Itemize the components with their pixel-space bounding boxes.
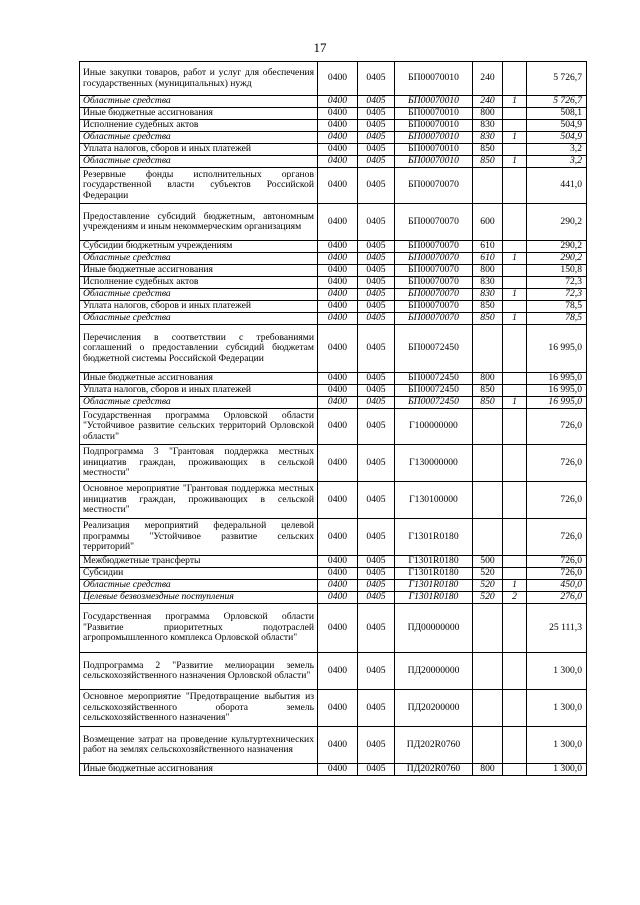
cell-name: Субсидии бюджетным учреждениям xyxy=(80,241,318,253)
cell-source xyxy=(503,604,527,653)
cell-name: Основное мероприятие "Предотвращение выбытия из сельскохозяйственного оборота земель сельскохозяйственного назначения" xyxy=(80,690,318,727)
cell-name: Областные средства xyxy=(80,289,318,301)
cell-target-article: БП00070070 xyxy=(395,168,473,204)
cell-amount: 3,2 xyxy=(527,156,587,168)
cell-section: 0400 xyxy=(318,482,358,519)
cell-name: Областные средства xyxy=(80,397,318,409)
cell-target-article: БП00070070 xyxy=(395,277,473,289)
cell-source xyxy=(503,568,527,580)
cell-subsection: 0405 xyxy=(358,397,395,409)
cell-expense-type: 600 xyxy=(473,204,503,241)
table-row xyxy=(80,132,587,144)
cell-section: 0400 xyxy=(318,580,358,592)
cell-expense-type: 800 xyxy=(473,108,503,120)
cell-expense-type: 830 xyxy=(473,132,503,144)
table-row xyxy=(80,727,587,764)
cell-section: 0400 xyxy=(318,519,358,556)
cell-section: 0400 xyxy=(318,277,358,289)
table-row xyxy=(80,373,587,385)
table-row xyxy=(80,313,587,325)
cell-name: Иные бюджетные ассигнования xyxy=(80,265,318,277)
cell-target-article: БП00070070 xyxy=(395,253,473,265)
cell-subsection: 0405 xyxy=(358,289,395,301)
cell-subsection: 0405 xyxy=(358,144,395,156)
cell-section: 0400 xyxy=(318,445,358,482)
cell-target-article: Г130100000 xyxy=(395,482,473,519)
cell-expense-type: 610 xyxy=(473,253,503,265)
cell-name: Перечисления в соответствии с требованиями соглашений о предоставлении субсидий бюджетам бюджетной системы Российской Федерации xyxy=(80,325,318,373)
cell-name: Иные закупки товаров, работ и услуг для обеспечения государственных (муниципальных) нужд xyxy=(80,62,318,96)
cell-section: 0400 xyxy=(318,409,358,445)
table-row xyxy=(80,289,587,301)
cell-target-article: ПД00000000 xyxy=(395,604,473,653)
cell-source: 1 xyxy=(503,253,527,265)
table-row xyxy=(80,62,587,96)
cell-section: 0400 xyxy=(318,385,358,397)
cell-amount: 726,0 xyxy=(527,445,587,482)
cell-target-article: БП00070010 xyxy=(395,96,473,108)
cell-subsection: 0405 xyxy=(358,556,395,568)
cell-expense-type: 850 xyxy=(473,144,503,156)
cell-expense-type xyxy=(473,409,503,445)
cell-subsection: 0405 xyxy=(358,132,395,144)
cell-source: 1 xyxy=(503,289,527,301)
cell-section: 0400 xyxy=(318,253,358,265)
cell-section: 0400 xyxy=(318,120,358,132)
cell-section: 0400 xyxy=(318,604,358,653)
cell-section: 0400 xyxy=(318,96,358,108)
cell-target-article: Г1301R0180 xyxy=(395,592,473,604)
cell-subsection: 0405 xyxy=(358,690,395,727)
cell-source: 1 xyxy=(503,96,527,108)
cell-subsection: 0405 xyxy=(358,568,395,580)
table-row xyxy=(80,409,587,445)
cell-expense-type xyxy=(473,168,503,204)
cell-section: 0400 xyxy=(318,568,358,580)
cell-source: 1 xyxy=(503,397,527,409)
table-row xyxy=(80,168,587,204)
cell-section: 0400 xyxy=(318,764,358,776)
cell-amount: 504,9 xyxy=(527,132,587,144)
cell-target-article: БП00070010 xyxy=(395,156,473,168)
cell-expense-type: 520 xyxy=(473,568,503,580)
cell-source xyxy=(503,556,527,568)
cell-target-article: БП00070010 xyxy=(395,120,473,132)
cell-name: Целевые безвозмездные поступления xyxy=(80,592,318,604)
cell-source xyxy=(503,108,527,120)
cell-name: Реализация мероприятий федеральной целевой программы "Устойчивое развитие сельских территорий" xyxy=(80,519,318,556)
cell-section: 0400 xyxy=(318,397,358,409)
cell-name: Уплата налогов, сборов и иных платежей xyxy=(80,301,318,313)
cell-amount: 726,0 xyxy=(527,568,587,580)
table-row xyxy=(80,580,587,592)
table-row xyxy=(80,325,587,373)
cell-amount: 16 995,0 xyxy=(527,385,587,397)
cell-amount: 3,2 xyxy=(527,144,587,156)
cell-amount: 726,0 xyxy=(527,409,587,445)
cell-subsection: 0405 xyxy=(358,727,395,764)
cell-amount: 5 726,7 xyxy=(527,96,587,108)
cell-section: 0400 xyxy=(318,62,358,96)
cell-target-article: БП00070070 xyxy=(395,204,473,241)
cell-section: 0400 xyxy=(318,108,358,120)
table-row xyxy=(80,445,587,482)
cell-section: 0400 xyxy=(318,156,358,168)
cell-expense-type xyxy=(473,482,503,519)
cell-subsection: 0405 xyxy=(358,96,395,108)
cell-source xyxy=(503,373,527,385)
cell-section: 0400 xyxy=(318,168,358,204)
cell-source xyxy=(503,727,527,764)
table-row xyxy=(80,690,587,727)
cell-source xyxy=(503,301,527,313)
cell-subsection: 0405 xyxy=(358,653,395,690)
table-row xyxy=(80,301,587,313)
table-row xyxy=(80,265,587,277)
cell-name: Подпрограмма 3 "Грантовая поддержка местных инициатив граждан, проживающих в сельской местности" xyxy=(80,445,318,482)
cell-subsection: 0405 xyxy=(358,325,395,373)
cell-source xyxy=(503,144,527,156)
table-row xyxy=(80,156,587,168)
table-row xyxy=(80,653,587,690)
cell-source xyxy=(503,62,527,96)
cell-amount: 508,1 xyxy=(527,108,587,120)
cell-expense-type: 500 xyxy=(473,556,503,568)
cell-source xyxy=(503,325,527,373)
cell-amount: 290,2 xyxy=(527,241,587,253)
cell-subsection: 0405 xyxy=(358,108,395,120)
cell-amount: 276,0 xyxy=(527,592,587,604)
table-row xyxy=(80,241,587,253)
cell-name: Областные средства xyxy=(80,313,318,325)
cell-target-article: Г100000000 xyxy=(395,409,473,445)
cell-expense-type xyxy=(473,604,503,653)
cell-amount: 1 300,0 xyxy=(527,653,587,690)
cell-subsection: 0405 xyxy=(358,580,395,592)
table-row xyxy=(80,519,587,556)
cell-source xyxy=(503,764,527,776)
cell-amount: 150,8 xyxy=(527,265,587,277)
table-row xyxy=(80,604,587,653)
cell-subsection: 0405 xyxy=(358,156,395,168)
cell-source xyxy=(503,519,527,556)
cell-expense-type: 520 xyxy=(473,592,503,604)
cell-target-article: ПД20000000 xyxy=(395,653,473,690)
cell-source xyxy=(503,409,527,445)
cell-expense-type: 800 xyxy=(473,373,503,385)
cell-source xyxy=(503,690,527,727)
cell-target-article: Г1301R0180 xyxy=(395,580,473,592)
cell-name: Иные бюджетные ассигнования xyxy=(80,764,318,776)
cell-section: 0400 xyxy=(318,241,358,253)
cell-name: Областные средства xyxy=(80,580,318,592)
cell-expense-type: 850 xyxy=(473,397,503,409)
cell-source xyxy=(503,265,527,277)
cell-target-article: БП00070070 xyxy=(395,265,473,277)
cell-target-article: БП00070070 xyxy=(395,241,473,253)
cell-source xyxy=(503,385,527,397)
cell-subsection: 0405 xyxy=(358,313,395,325)
cell-subsection: 0405 xyxy=(358,604,395,653)
cell-expense-type: 830 xyxy=(473,120,503,132)
cell-expense-type xyxy=(473,325,503,373)
table-row xyxy=(80,482,587,519)
cell-target-article: БП00072450 xyxy=(395,325,473,373)
table-row xyxy=(80,592,587,604)
table-row xyxy=(80,120,587,132)
cell-target-article: ПД20200000 xyxy=(395,690,473,727)
cell-expense-type: 610 xyxy=(473,241,503,253)
cell-amount: 441,0 xyxy=(527,168,587,204)
cell-name: Подпрограмма 2 "Развитие мелиорации земель сельскохозяйственного назначения Орловской области" xyxy=(80,653,318,690)
cell-expense-type: 240 xyxy=(473,62,503,96)
cell-name: Государственная программа Орловской области "Развитие приоритетных подотраслей агропромышленного комплекса Орловской области" xyxy=(80,604,318,653)
cell-source: 1 xyxy=(503,132,527,144)
cell-source: 2 xyxy=(503,592,527,604)
cell-section: 0400 xyxy=(318,653,358,690)
cell-subsection: 0405 xyxy=(358,204,395,241)
cell-section: 0400 xyxy=(318,289,358,301)
cell-name: Областные средства xyxy=(80,96,318,108)
table-row xyxy=(80,277,587,289)
cell-subsection: 0405 xyxy=(358,62,395,96)
cell-amount: 16 995,0 xyxy=(527,373,587,385)
cell-section: 0400 xyxy=(318,373,358,385)
cell-target-article: ПД202R0760 xyxy=(395,764,473,776)
cell-subsection: 0405 xyxy=(358,519,395,556)
cell-section: 0400 xyxy=(318,313,358,325)
cell-expense-type: 800 xyxy=(473,265,503,277)
table-row xyxy=(80,568,587,580)
cell-target-article: БП00072450 xyxy=(395,373,473,385)
cell-expense-type: 850 xyxy=(473,313,503,325)
cell-expense-type xyxy=(473,727,503,764)
cell-amount: 78,5 xyxy=(527,301,587,313)
cell-amount: 450,0 xyxy=(527,580,587,592)
cell-name: Основное мероприятие "Грантовая поддержка местных инициатив граждан, проживающих в сельской местности" xyxy=(80,482,318,519)
cell-name: Резервные фонды исполнительных органов государственной власти субъектов Российской Федерации xyxy=(80,168,318,204)
cell-source xyxy=(503,482,527,519)
table-row xyxy=(80,144,587,156)
page-number: 17 xyxy=(313,40,327,55)
cell-target-article: Г1301R0180 xyxy=(395,556,473,568)
table-row xyxy=(80,556,587,568)
cell-name: Областные средства xyxy=(80,156,318,168)
table-row xyxy=(80,96,587,108)
cell-subsection: 0405 xyxy=(358,277,395,289)
cell-source xyxy=(503,168,527,204)
cell-expense-type: 830 xyxy=(473,289,503,301)
cell-name: Субсидии xyxy=(80,568,318,580)
cell-name: Областные средства xyxy=(80,253,318,265)
cell-amount: 290,2 xyxy=(527,204,587,241)
cell-name: Исполнение судебных актов xyxy=(80,120,318,132)
cell-target-article: Г1301R0180 xyxy=(395,519,473,556)
cell-amount: 1 300,0 xyxy=(527,690,587,727)
cell-target-article: БП00070010 xyxy=(395,108,473,120)
cell-amount: 726,0 xyxy=(527,482,587,519)
cell-amount: 16 995,0 xyxy=(527,397,587,409)
cell-subsection: 0405 xyxy=(358,120,395,132)
cell-expense-type xyxy=(473,445,503,482)
cell-target-article: БП00070010 xyxy=(395,62,473,96)
cell-subsection: 0405 xyxy=(358,764,395,776)
cell-subsection: 0405 xyxy=(358,445,395,482)
cell-amount: 72,3 xyxy=(527,289,587,301)
table-row xyxy=(80,764,587,776)
cell-section: 0400 xyxy=(318,265,358,277)
cell-section: 0400 xyxy=(318,144,358,156)
cell-name: Иные бюджетные ассигнования xyxy=(80,108,318,120)
cell-section: 0400 xyxy=(318,132,358,144)
cell-target-article: БП00072450 xyxy=(395,397,473,409)
cell-amount: 72,3 xyxy=(527,277,587,289)
cell-amount: 726,0 xyxy=(527,556,587,568)
cell-expense-type xyxy=(473,653,503,690)
cell-subsection: 0405 xyxy=(358,241,395,253)
table-row xyxy=(80,204,587,241)
cell-subsection: 0405 xyxy=(358,482,395,519)
cell-target-article: ПД202R0760 xyxy=(395,727,473,764)
cell-source: 1 xyxy=(503,313,527,325)
cell-target-article: БП00070070 xyxy=(395,301,473,313)
cell-section: 0400 xyxy=(318,204,358,241)
cell-name: Уплата налогов, сборов и иных платежей xyxy=(80,144,318,156)
cell-amount: 25 111,3 xyxy=(527,604,587,653)
cell-amount: 5 726,7 xyxy=(527,62,587,96)
cell-target-article: БП00070010 xyxy=(395,144,473,156)
cell-expense-type: 800 xyxy=(473,764,503,776)
cell-source xyxy=(503,120,527,132)
cell-name: Межбюджетные трансферты xyxy=(80,556,318,568)
table-row xyxy=(80,108,587,120)
budget-table xyxy=(79,61,587,776)
cell-source xyxy=(503,241,527,253)
cell-source: 1 xyxy=(503,156,527,168)
cell-name: Возмещение затрат на проведение культуртехнических работ на землях сельскохозяйственного назначения xyxy=(80,727,318,764)
cell-section: 0400 xyxy=(318,556,358,568)
cell-source: 1 xyxy=(503,580,527,592)
cell-amount: 16 995,0 xyxy=(527,325,587,373)
cell-section: 0400 xyxy=(318,325,358,373)
cell-amount: 726,0 xyxy=(527,519,587,556)
cell-section: 0400 xyxy=(318,690,358,727)
cell-name: Уплата налогов, сборов и иных платежей xyxy=(80,385,318,397)
cell-expense-type: 520 xyxy=(473,580,503,592)
cell-target-article: БП00070010 xyxy=(395,132,473,144)
cell-target-article: Г130000000 xyxy=(395,445,473,482)
cell-expense-type: 830 xyxy=(473,277,503,289)
cell-target-article: БП00070070 xyxy=(395,313,473,325)
cell-subsection: 0405 xyxy=(358,385,395,397)
cell-section: 0400 xyxy=(318,592,358,604)
cell-expense-type: 850 xyxy=(473,301,503,313)
cell-expense-type xyxy=(473,690,503,727)
cell-name: Государственная программа Орловской области "Устойчивое развитие сельских территорий Орловской области" xyxy=(80,409,318,445)
cell-subsection: 0405 xyxy=(358,592,395,604)
cell-name: Областные средства xyxy=(80,132,318,144)
cell-expense-type xyxy=(473,519,503,556)
cell-amount: 1 300,0 xyxy=(527,727,587,764)
table-row xyxy=(80,253,587,265)
cell-target-article: БП00070070 xyxy=(395,289,473,301)
cell-amount: 504,9 xyxy=(527,120,587,132)
cell-subsection: 0405 xyxy=(358,301,395,313)
cell-subsection: 0405 xyxy=(358,373,395,385)
cell-source xyxy=(503,277,527,289)
cell-subsection: 0405 xyxy=(358,409,395,445)
table-row xyxy=(80,385,587,397)
cell-target-article: Г1301R0180 xyxy=(395,568,473,580)
table-row xyxy=(80,397,587,409)
cell-target-article: БП00072450 xyxy=(395,385,473,397)
cell-expense-type: 240 xyxy=(473,96,503,108)
cell-name: Предоставление субсидий бюджетным, автономным учреждениям и иным некоммерческим организациям xyxy=(80,204,318,241)
cell-subsection: 0405 xyxy=(358,168,395,204)
cell-amount: 290,2 xyxy=(527,253,587,265)
cell-source xyxy=(503,204,527,241)
cell-name: Исполнение судебных актов xyxy=(80,277,318,289)
cell-name: Иные бюджетные ассигнования xyxy=(80,373,318,385)
cell-expense-type: 850 xyxy=(473,385,503,397)
cell-subsection: 0405 xyxy=(358,253,395,265)
cell-source xyxy=(503,445,527,482)
cell-amount: 1 300,0 xyxy=(527,764,587,776)
cell-expense-type: 850 xyxy=(473,156,503,168)
cell-section: 0400 xyxy=(318,301,358,313)
cell-source xyxy=(503,653,527,690)
cell-subsection: 0405 xyxy=(358,265,395,277)
cell-section: 0400 xyxy=(318,727,358,764)
cell-amount: 78,5 xyxy=(527,313,587,325)
